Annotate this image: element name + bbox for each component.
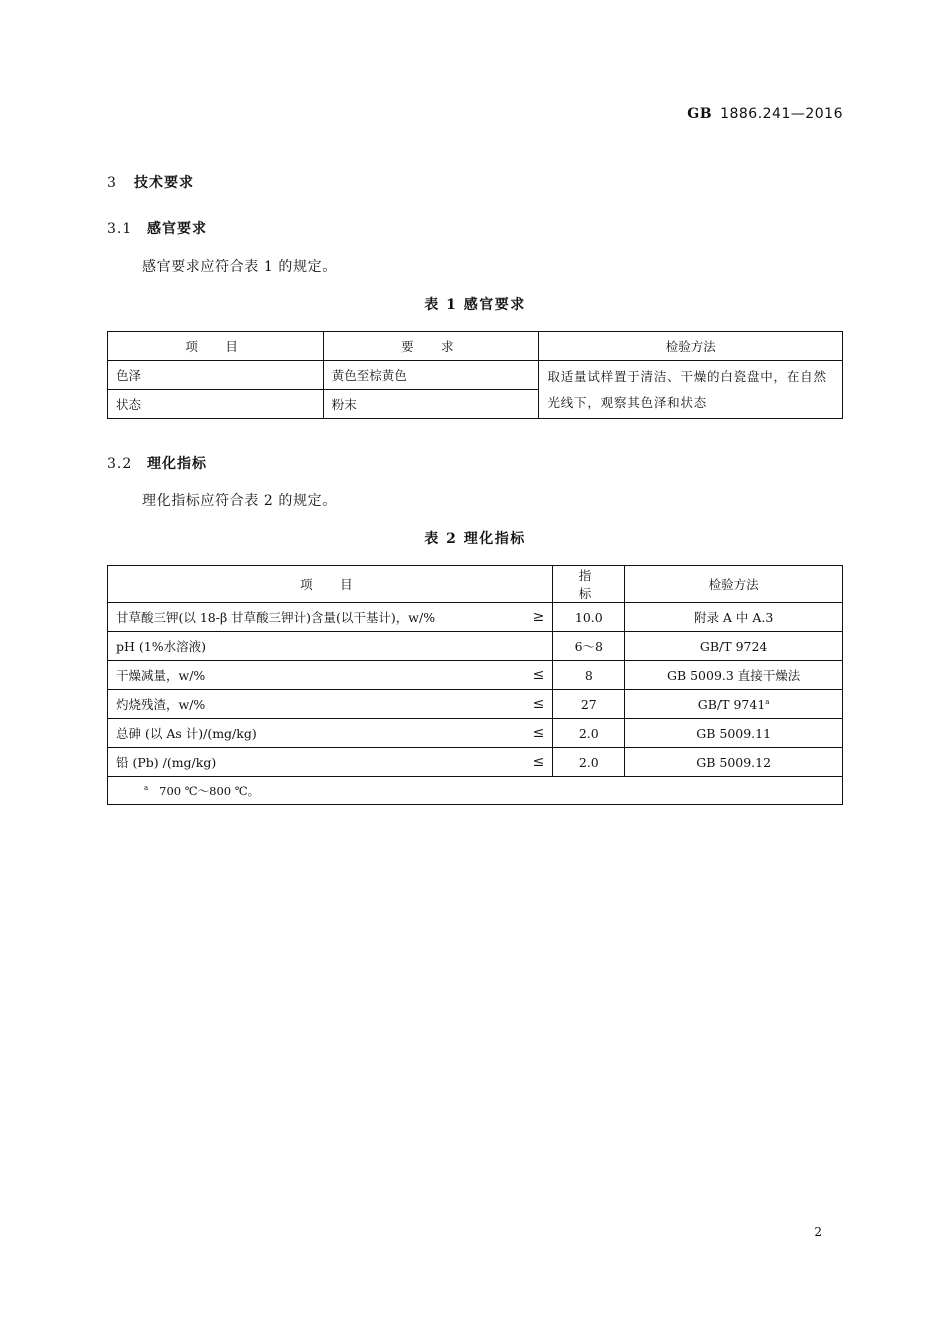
cell-value: 2.0 bbox=[553, 719, 625, 748]
comparison-symbol: ≤ bbox=[532, 696, 545, 712]
item-label: 干燥减量，w/% bbox=[116, 668, 206, 683]
cell-item: 状态 bbox=[108, 390, 324, 419]
table-footnote-row bbox=[108, 777, 843, 805]
table-1-caption: 表 1 感官要求 bbox=[424, 297, 526, 313]
cell-item bbox=[108, 603, 553, 632]
section-number: 3.2 bbox=[107, 456, 133, 472]
standard-number: 1886.241—2016 bbox=[720, 106, 843, 122]
section-3-1-heading bbox=[107, 218, 207, 238]
cell-requirement: 粉末 bbox=[323, 390, 539, 419]
cell-method: 附录 A 中 A.3 bbox=[625, 603, 843, 632]
cell-value: 6～8 bbox=[553, 632, 625, 661]
section-3-1-text: 感官要求应符合表 1 的规定。 bbox=[142, 259, 337, 275]
cell-value: 2.0 bbox=[553, 748, 625, 777]
cell-item bbox=[108, 690, 553, 719]
section-number: 3.1 bbox=[107, 221, 133, 237]
standard-header bbox=[687, 106, 843, 122]
footnote-text: 700 ℃～800 ℃。 bbox=[159, 783, 260, 798]
header-cell-method: 检验方法 bbox=[625, 566, 843, 603]
cell-value: 8 bbox=[553, 661, 625, 690]
item-label: 总砷 (以 As 计)/(mg/kg) bbox=[116, 726, 257, 741]
section-title: 理化指标 bbox=[147, 456, 207, 472]
footnote-mark: a bbox=[144, 783, 149, 792]
table-2 bbox=[107, 565, 843, 805]
cell-method: GB 5009.12 bbox=[625, 748, 843, 777]
header-cell-method: 检验方法 bbox=[539, 332, 843, 361]
cell-item bbox=[108, 632, 553, 661]
table-row bbox=[108, 361, 843, 390]
cell-method: GB 5009.3 直接干燥法 bbox=[625, 661, 843, 690]
table-header-row bbox=[108, 332, 843, 361]
table-row bbox=[108, 719, 843, 748]
cell-method: GB/T 9724 bbox=[625, 632, 843, 661]
section-3-heading bbox=[107, 172, 194, 192]
table-1 bbox=[107, 331, 843, 419]
item-label: 灼烧残渣，w/% bbox=[116, 697, 206, 712]
table-row bbox=[108, 748, 843, 777]
item-label: 铅 (Pb) /(mg/kg) bbox=[116, 755, 217, 770]
cell-requirement: 黄色至棕黄色 bbox=[323, 361, 539, 390]
table-footnote bbox=[108, 777, 843, 805]
section-number: 3 bbox=[107, 175, 117, 191]
cell-value: 27 bbox=[553, 690, 625, 719]
comparison-symbol: ≥ bbox=[532, 609, 545, 625]
header-cell-requirement: 要 求 bbox=[323, 332, 539, 361]
comparison-symbol: ≤ bbox=[532, 667, 545, 683]
table-row bbox=[108, 661, 843, 690]
cell-item bbox=[108, 719, 553, 748]
comparison-symbol: ≤ bbox=[532, 725, 545, 741]
cell-item: 色泽 bbox=[108, 361, 324, 390]
table-row bbox=[108, 690, 843, 719]
cell-method: 取适量试样置于清洁、干燥的白瓷盘中，在自然光线下，观察其色泽和状态 bbox=[539, 361, 843, 419]
item-label: pH (1%水溶液) bbox=[116, 639, 206, 654]
cell-item bbox=[108, 748, 553, 777]
header-cell-value: 指 标 bbox=[553, 566, 625, 603]
section-3-2-heading bbox=[107, 453, 207, 473]
page-number: 2 bbox=[814, 1225, 822, 1239]
table-row bbox=[108, 632, 843, 661]
cell-method: GB/T 9741$^a$ bbox=[625, 690, 843, 719]
table-2-caption: 表 2 理化指标 bbox=[424, 531, 526, 547]
cell-method: GB 5009.11 bbox=[625, 719, 843, 748]
item-label: 甘草酸三钾(以 18-β 甘草酸三钾计)含量(以干基计)，w/% bbox=[116, 610, 436, 625]
section-3-2-text: 理化指标应符合表 2 的规定。 bbox=[142, 493, 337, 509]
standard-prefix: GB bbox=[687, 106, 713, 122]
header-cell-item: 项 目 bbox=[108, 566, 553, 603]
cell-value: 10.0 bbox=[553, 603, 625, 632]
cell-item bbox=[108, 661, 553, 690]
header-cell-item: 项 目 bbox=[108, 332, 324, 361]
section-title: 技术要求 bbox=[134, 175, 194, 191]
footnote-ref: a bbox=[765, 697, 770, 706]
table-header-row bbox=[108, 566, 843, 603]
comparison-symbol: ≤ bbox=[532, 754, 545, 770]
table-row bbox=[108, 603, 843, 632]
section-title: 感官要求 bbox=[147, 221, 207, 237]
